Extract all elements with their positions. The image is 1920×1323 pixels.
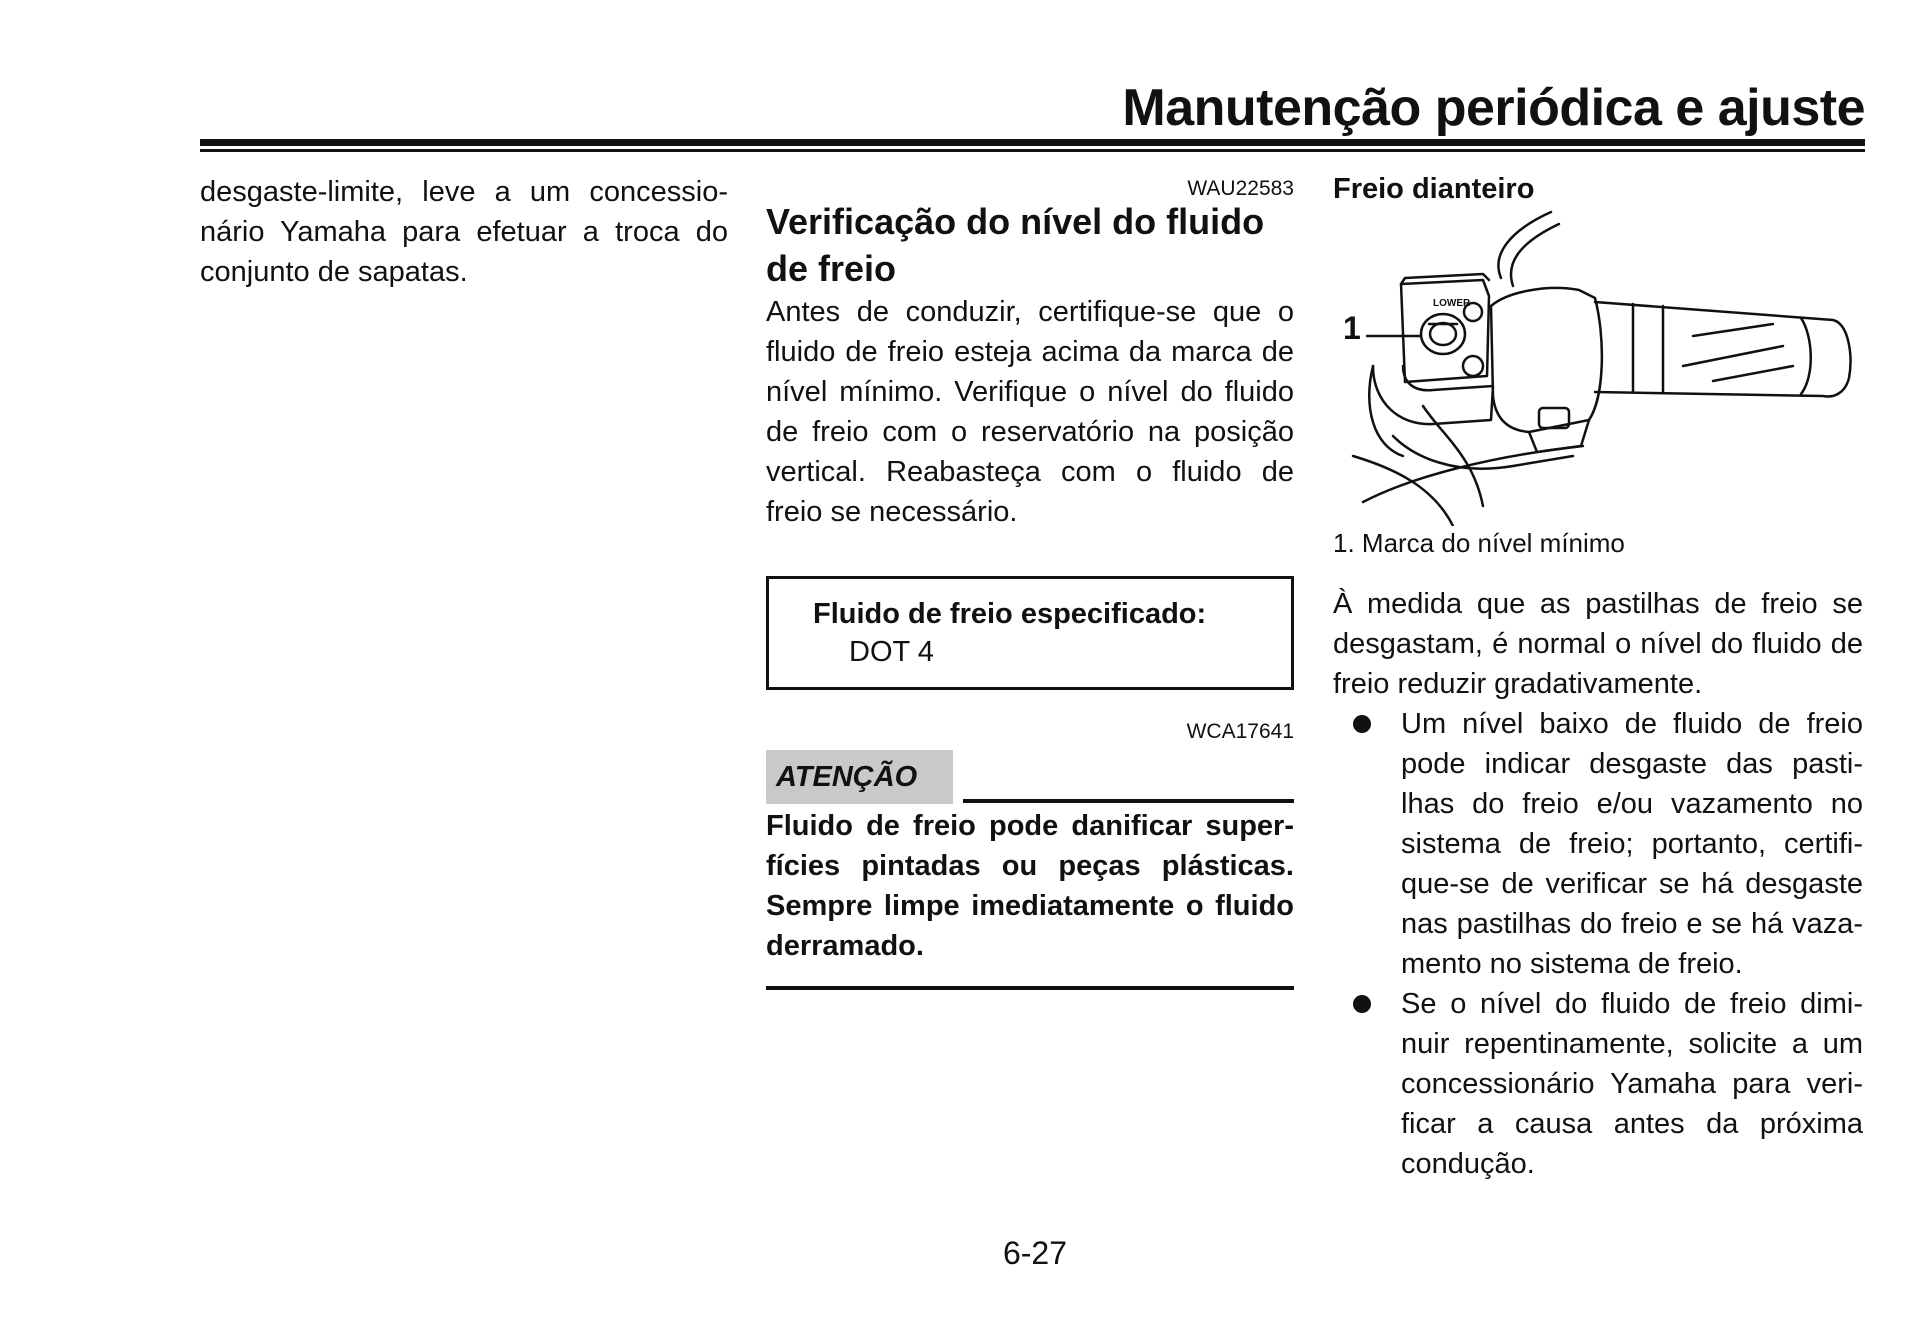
spec-value: DOT 4 (849, 636, 934, 668)
brake-reservoir-figure (1333, 206, 1863, 526)
list-item (1333, 984, 1863, 1184)
column-left (200, 172, 728, 292)
spec-box (766, 576, 1294, 690)
list-item-text: Um nível baixo de fluido de freio pode indicar desgaste das pasti-lhas do freio e/ou vazamento no sistema de freio; portanto, certifi-que-se de verificar se há desgaste nas pastilhas do freio e se há vaza-mento no sistema de freio. (1401, 708, 1863, 980)
brake-hose (1393, 436, 1573, 469)
callout-number: 1 (1343, 310, 1361, 346)
list-item (1333, 704, 1863, 984)
reservoir-body (1401, 280, 1489, 382)
caution-header (766, 750, 1294, 806)
continued-paragraph: desgaste-limite, leve a um concessio-nário Yamaha para efetuar a troca do conjunto de sapatas. (200, 176, 728, 288)
bullet-dot (1353, 995, 1371, 1013)
header-rule-thick (200, 139, 1865, 146)
handlebar-illustration (1333, 206, 1863, 526)
caution-end-rule (766, 986, 1294, 990)
page-number: 6-27 (1002, 1235, 1068, 1271)
column-middle (766, 172, 1294, 990)
section-title: Verificação do nível do fluido de freio (766, 201, 1265, 289)
reservoir-mark-text: LOWER (1433, 298, 1471, 309)
figure-caption: 1. Marca do nível mínimo (1333, 528, 1625, 558)
column-right (1333, 172, 1863, 1184)
bullet-dot (1353, 715, 1371, 733)
list-item-text: Se o nível do fluido de freio dimi-nuir repentinamente, solicite a um concessionário Yamaha para veri-ficar a causa antes da próxima condução. (1401, 988, 1863, 1180)
caution-text: Fluido de freio pode danificar super-fícies pintadas ou peças plásticas. Sempre limpe imediatamente o fluido derramado. (766, 810, 1294, 962)
switch-housing (1491, 288, 1602, 432)
mirror-stalk (1498, 212, 1559, 286)
figure-heading: Freio dianteiro (1333, 173, 1535, 205)
spec-label: Fluido de freio especificado: (813, 598, 1207, 630)
header-rule-thin (200, 149, 1865, 152)
caution-label: ATENÇÃO (766, 750, 953, 804)
page-header-title: Manutenção periódica e ajuste (1122, 79, 1865, 137)
section-body: Antes de conduzir, certifique-se que o fluido de freio esteja acima da marca de nível mínimo. Verifique o nível do fluido de freio com o reservatório na posição vertical. Reabasteça com o fluido de freio se necessário. (766, 296, 1294, 528)
caution-code: WCA17641 (1186, 720, 1294, 743)
bolt (1463, 356, 1483, 376)
caution-rule (963, 799, 1294, 803)
section-code: WAU22583 (1187, 177, 1294, 200)
level-window (1421, 314, 1465, 354)
bullet-list (1333, 704, 1863, 1184)
intro-paragraph: À medida que as pastilhas de freio se desgastam, é normal o nível do fluido de freio reduzir gradativamente. (1333, 588, 1863, 700)
